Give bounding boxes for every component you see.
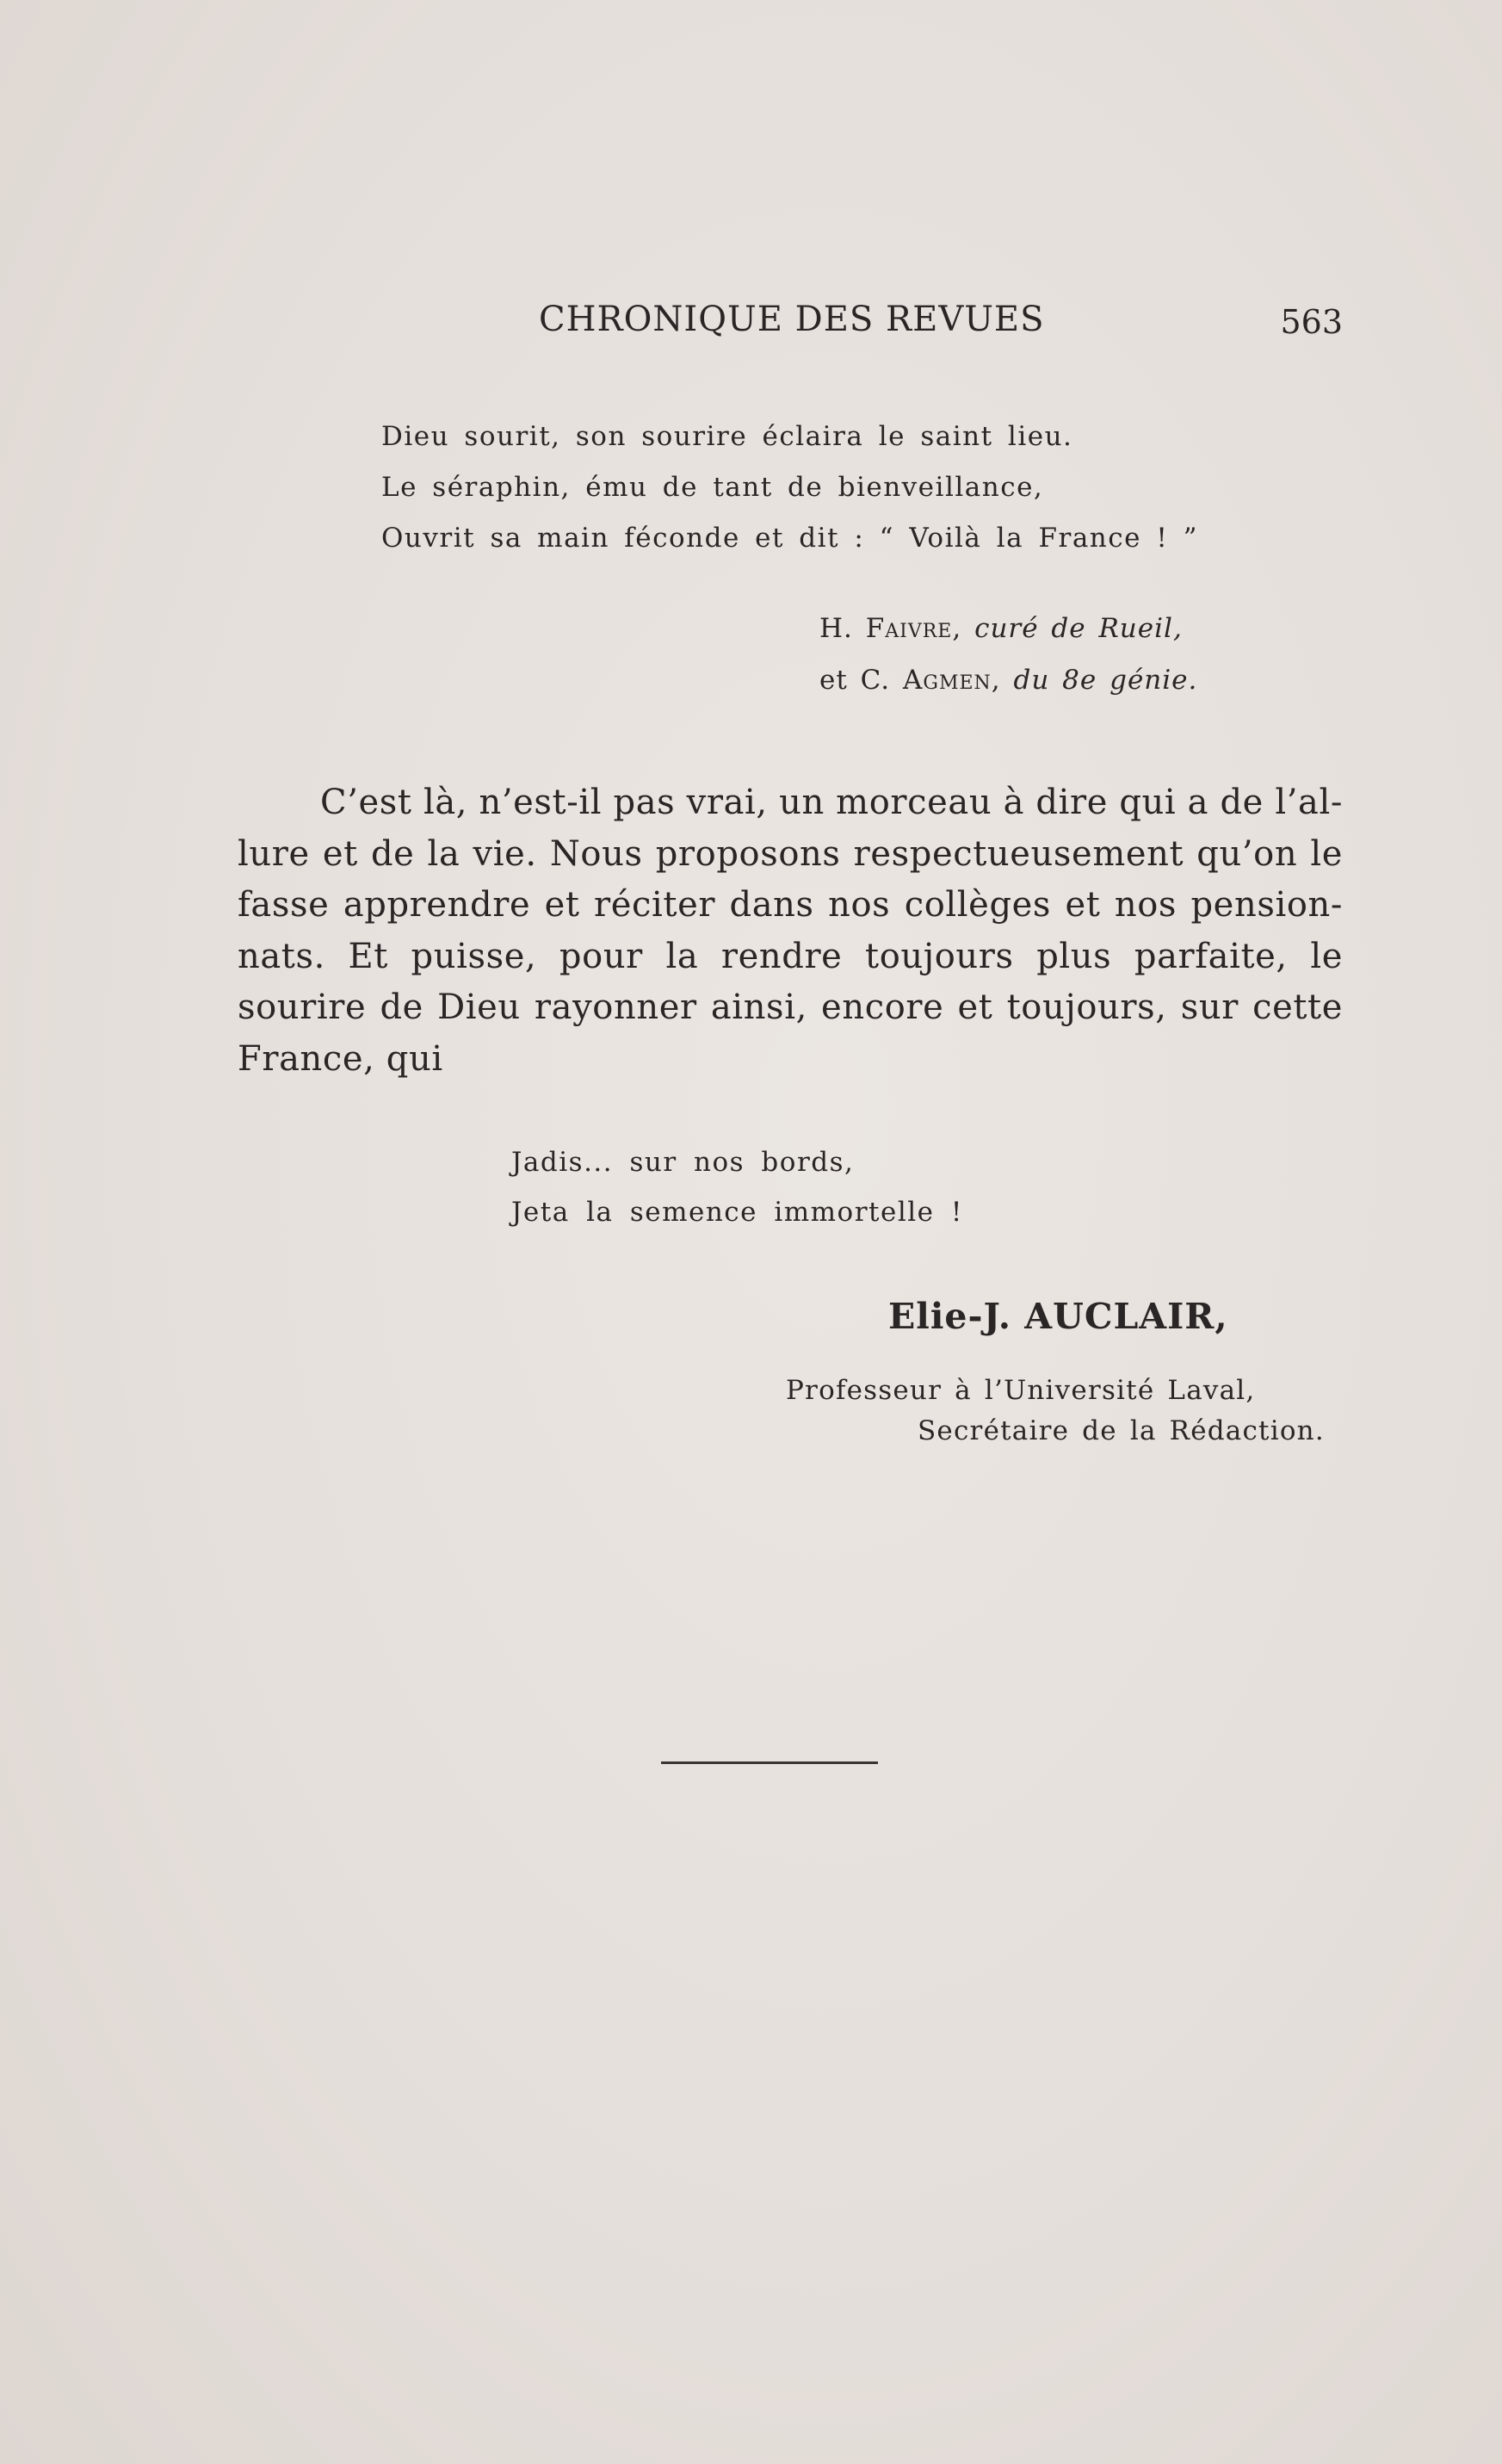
- signature-affiliation: [786, 1371, 1325, 1452]
- author-prefix: H.: [819, 613, 866, 644]
- author-line: [819, 603, 1197, 654]
- poem-authors: [819, 603, 1197, 706]
- paragraph-line: nats. Et puisse, pour la rendre toujours plus parfaite, le: [238, 936, 1343, 976]
- quotation-block: [511, 1137, 963, 1237]
- affiliation-line: Secrétaire de la Rédaction.: [918, 1415, 1325, 1446]
- author-separator: ,: [952, 613, 975, 644]
- paragraph-line: France, qui: [238, 1038, 443, 1079]
- signature-name: Elie-J. AUCLAIR,: [888, 1296, 1228, 1337]
- end-divider: [661, 1761, 878, 1764]
- paragraph-line: fasse apprendre et réciter dans nos collèges et nos pension-: [238, 885, 1343, 925]
- running-title: CHRONIQUE DES REVUES: [539, 300, 1045, 339]
- paragraph-line: C’est là, n’est-il pas vrai, un morceau à dire qui a de l’al-: [320, 783, 1343, 822]
- verse-line: Le séraphin, ému de tant de bienveillance,: [381, 472, 1044, 503]
- author-line: [819, 654, 1197, 706]
- body-paragraph: [238, 777, 1343, 1085]
- author-name: Faivre: [865, 613, 953, 644]
- paragraph-line: lure et de la vie. Nous proposons respectueusement qu’on le: [238, 833, 1343, 874]
- quotation-line: Jeta la semence immortelle !: [511, 1197, 963, 1228]
- author-separator: ,: [991, 665, 1014, 696]
- author-role: curé de Rueil,: [974, 613, 1183, 644]
- author-role: du 8e génie.: [1013, 665, 1198, 696]
- quotation-line: Jadis... sur nos bords,: [511, 1147, 855, 1178]
- author-name: Agmen: [902, 665, 992, 696]
- paragraph-line: sourire de Dieu rayonner ainsi, encore et toujours, sur cette: [238, 987, 1343, 1027]
- page-header: [238, 300, 1343, 343]
- verse-block: [381, 412, 1198, 564]
- verse-line: Dieu sourit, son sourire éclaira le saint lieu.: [381, 421, 1073, 452]
- affiliation-line: Professeur à l’Université Laval,: [786, 1375, 1256, 1406]
- page-number: 563: [1280, 303, 1343, 341]
- verse-line: Ouvrit sa main féconde et dit : “ Voilà la France ! ”: [381, 523, 1198, 554]
- author-prefix: et C.: [819, 665, 903, 696]
